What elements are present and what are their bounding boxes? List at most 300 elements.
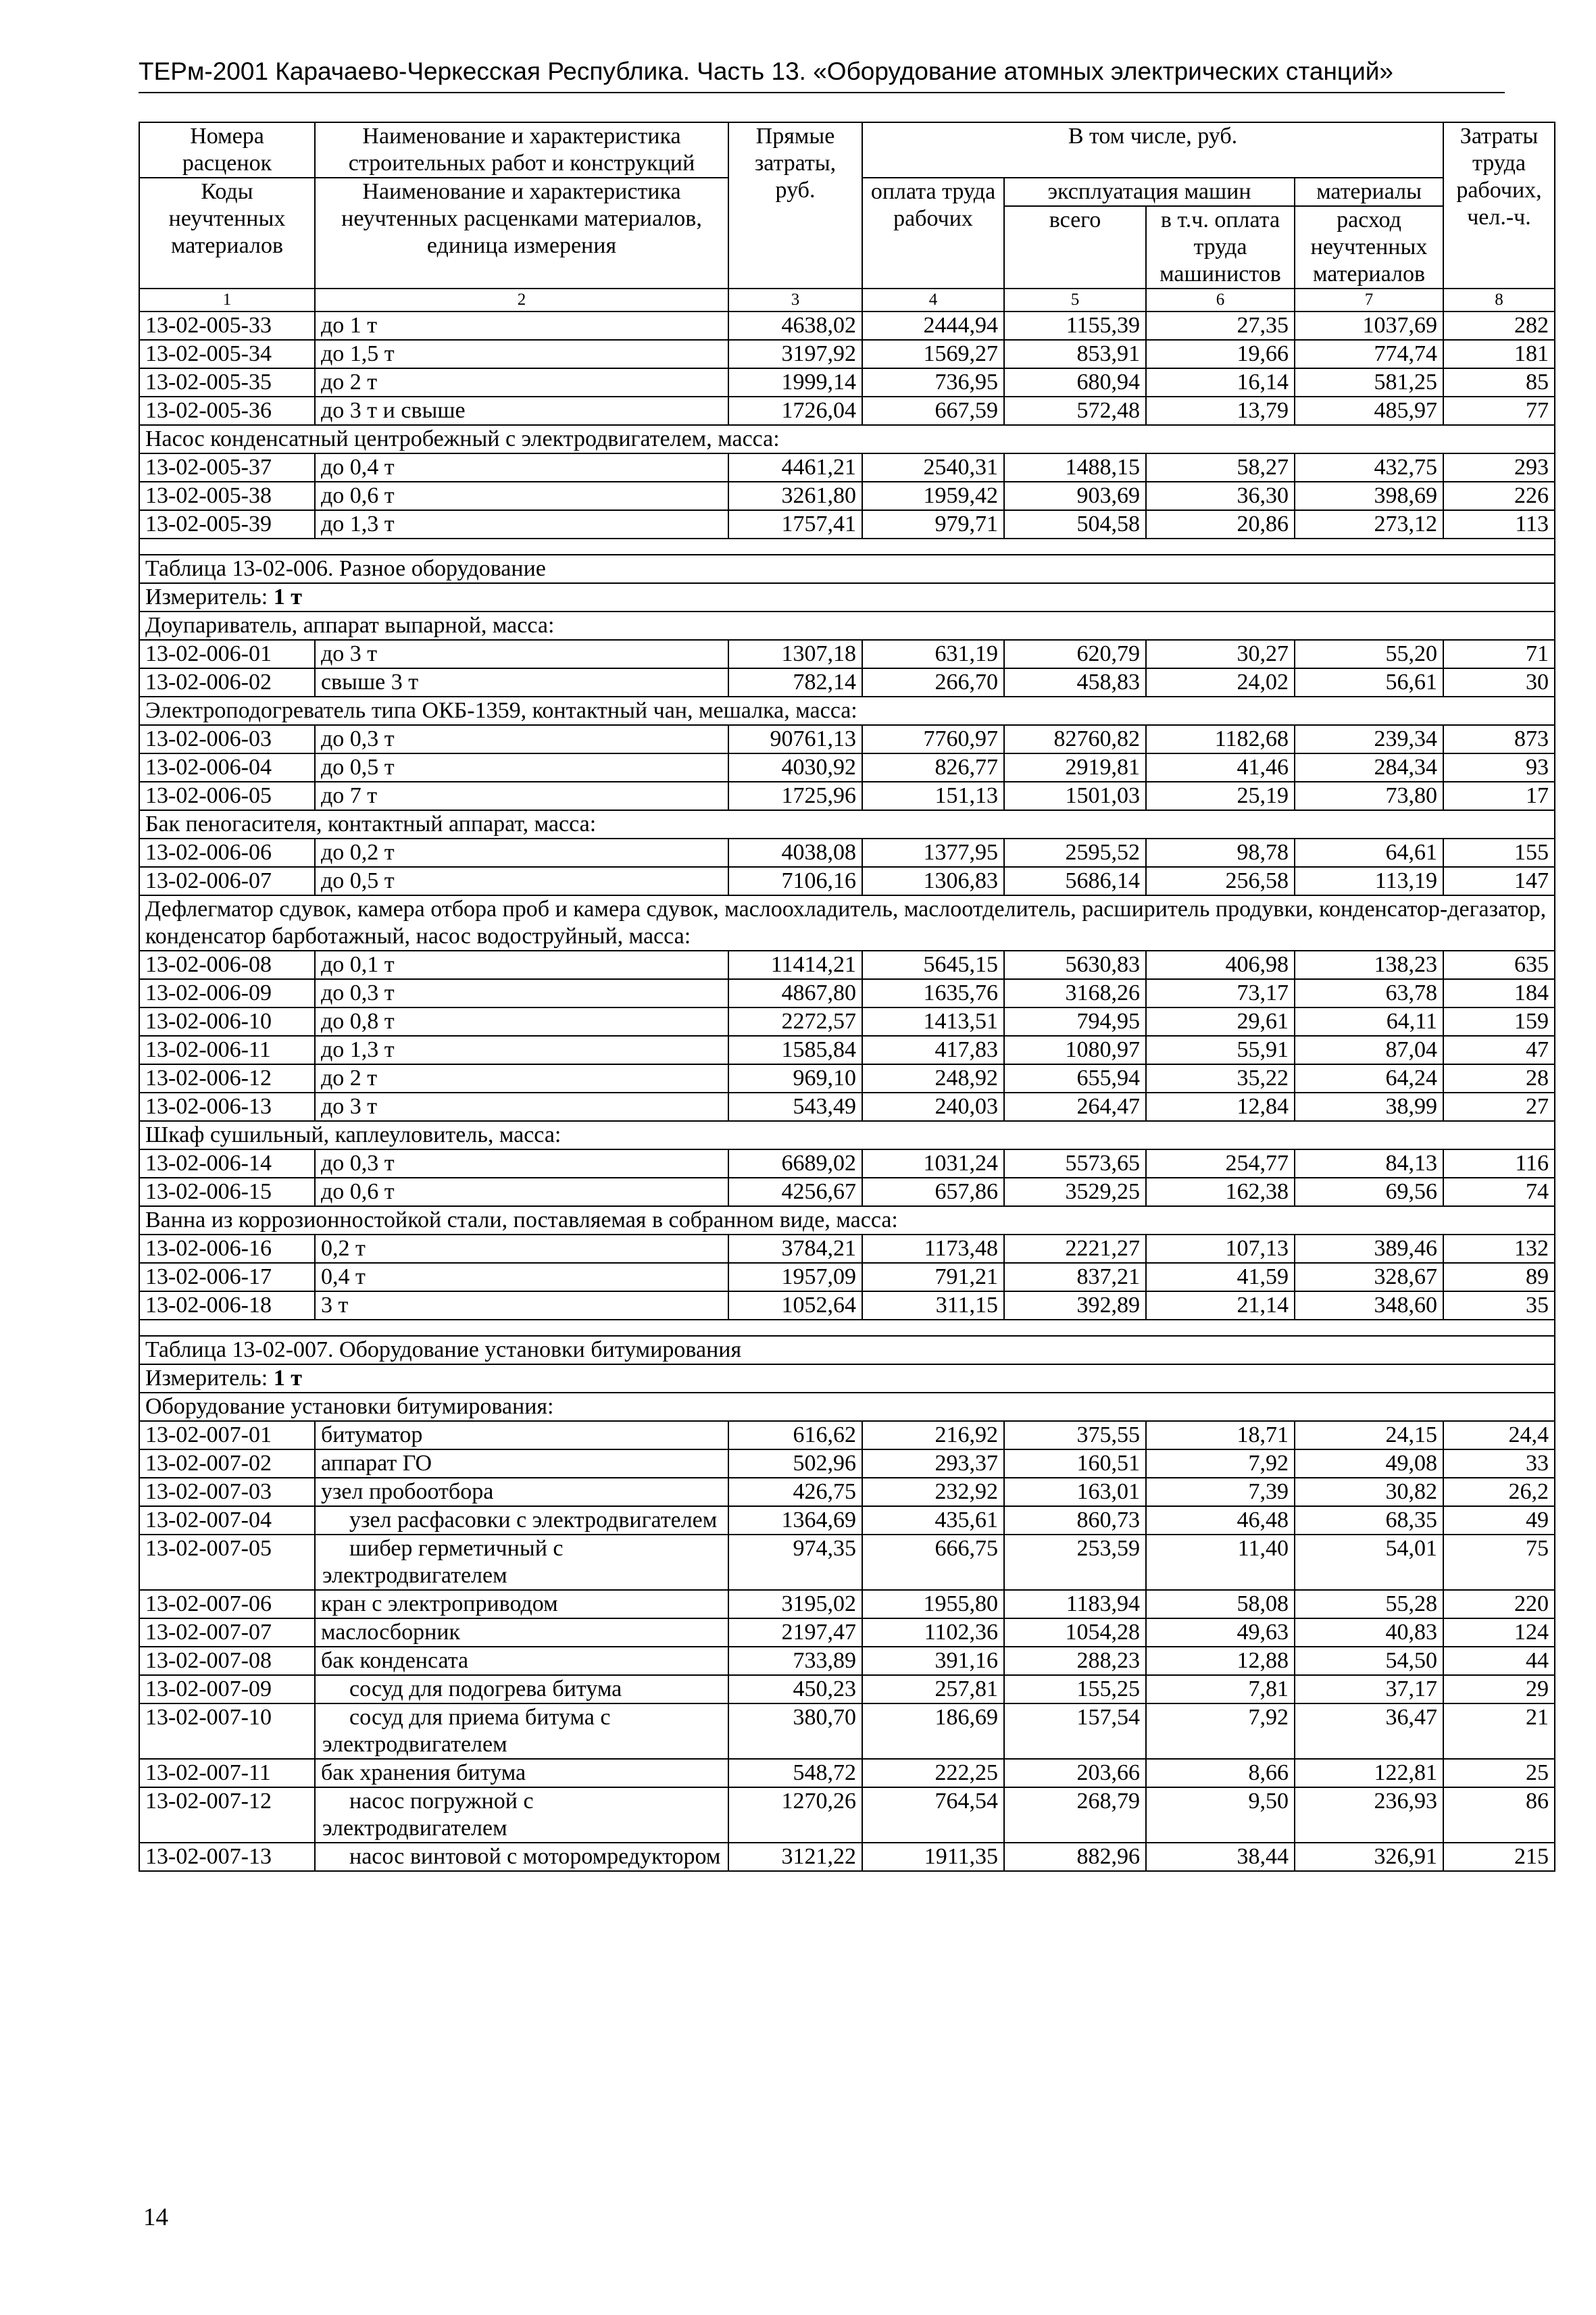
work-name: до 0,8 т <box>315 1007 728 1036</box>
materials-cost: 774,74 <box>1295 340 1443 368</box>
rate-code: 13-02-007-04 <box>139 1506 315 1535</box>
rate-code: 13-02-006-17 <box>139 1263 315 1291</box>
direct-cost: 426,75 <box>728 1478 862 1506</box>
materials-cost: 49,08 <box>1295 1449 1443 1478</box>
wages-cost: 257,81 <box>862 1675 1004 1703</box>
wages-cost: 5645,15 <box>862 951 1004 979</box>
direct-cost: 974,35 <box>728 1535 862 1590</box>
rate-code: 13-02-006-07 <box>139 867 315 895</box>
direct-cost: 1307,18 <box>728 640 862 668</box>
group-row <box>139 1206 1555 1235</box>
machines-total: 5686,14 <box>1004 867 1146 895</box>
work-name: до 0,3 т <box>315 725 728 753</box>
direct-cost: 2197,47 <box>728 1618 862 1647</box>
machines-total: 837,21 <box>1004 1263 1146 1291</box>
table-row <box>139 1675 1555 1703</box>
price-table <box>139 122 1555 1872</box>
labor-cost: 75 <box>1443 1535 1555 1590</box>
table-row <box>139 1590 1555 1618</box>
wages-cost: 1173,48 <box>862 1235 1004 1263</box>
table-row <box>139 453 1555 482</box>
materials-cost: 348,60 <box>1295 1291 1443 1320</box>
labor-cost: 85 <box>1443 368 1555 397</box>
col-machines: эксплуатация машин <box>1004 178 1295 206</box>
wages-cost: 791,21 <box>862 1263 1004 1291</box>
materials-cost: 239,34 <box>1295 725 1443 753</box>
machines-wages: 36,30 <box>1146 482 1295 510</box>
wages-cost: 1413,51 <box>862 1007 1004 1036</box>
direct-cost: 1726,04 <box>728 397 862 425</box>
direct-cost: 7106,16 <box>728 867 862 895</box>
direct-cost: 3261,80 <box>728 482 862 510</box>
col-machines-total: всего <box>1004 206 1146 289</box>
meter-label: Измеритель: <box>145 1366 268 1391</box>
direct-cost: 1725,96 <box>728 782 862 810</box>
table-row <box>139 510 1555 539</box>
labor-cost: 28 <box>1443 1064 1555 1093</box>
labor-cost: 93 <box>1443 753 1555 782</box>
work-name: до 0,3 т <box>315 1149 728 1178</box>
direct-cost: 4638,02 <box>728 312 862 340</box>
labor-cost: 77 <box>1443 397 1555 425</box>
col-index: 7 <box>1295 289 1443 312</box>
table-row <box>139 1007 1555 1036</box>
direct-cost: 90761,13 <box>728 725 862 753</box>
machines-total: 375,55 <box>1004 1421 1146 1449</box>
direct-cost: 1052,64 <box>728 1291 862 1320</box>
wages-cost: 151,13 <box>862 782 1004 810</box>
machines-wages: 1182,68 <box>1146 725 1295 753</box>
materials-cost: 284,34 <box>1295 753 1443 782</box>
machines-total: 655,94 <box>1004 1064 1146 1093</box>
col-index: 8 <box>1443 289 1555 312</box>
table-row <box>139 1178 1555 1206</box>
rate-code: 13-02-007-13 <box>139 1843 315 1871</box>
wages-cost: 240,03 <box>862 1093 1004 1121</box>
machines-wages: 7,92 <box>1146 1449 1295 1478</box>
rate-code: 13-02-006-11 <box>139 1036 315 1064</box>
materials-cost: 73,80 <box>1295 782 1443 810</box>
meter-row <box>139 583 1555 612</box>
labor-cost: 132 <box>1443 1235 1555 1263</box>
col-wages: оплата труда рабочих <box>862 178 1004 289</box>
work-name: до 0,6 т <box>315 1178 728 1206</box>
wages-cost: 667,59 <box>862 397 1004 425</box>
materials-cost: 69,56 <box>1295 1178 1443 1206</box>
materials-cost: 236,93 <box>1295 1787 1443 1843</box>
labor-cost: 184 <box>1443 979 1555 1007</box>
rate-code: 13-02-006-18 <box>139 1291 315 1320</box>
machines-total: 268,79 <box>1004 1787 1146 1843</box>
rate-code: 13-02-006-01 <box>139 640 315 668</box>
table-row <box>139 725 1555 753</box>
labor-cost: 215 <box>1443 1843 1555 1871</box>
rate-code: 13-02-006-15 <box>139 1178 315 1206</box>
labor-cost: 24,4 <box>1443 1421 1555 1449</box>
materials-cost: 138,23 <box>1295 951 1443 979</box>
col-index: 5 <box>1004 289 1146 312</box>
machines-total: 620,79 <box>1004 640 1146 668</box>
group-title: Шкаф сушильный, каплеуловитель, масса: <box>139 1121 1555 1149</box>
wages-cost: 391,16 <box>862 1647 1004 1675</box>
wages-cost: 2540,31 <box>862 453 1004 482</box>
direct-cost: 4256,67 <box>728 1178 862 1206</box>
table-row <box>139 340 1555 368</box>
machines-total: 203,66 <box>1004 1759 1146 1787</box>
wages-cost: 1955,80 <box>862 1590 1004 1618</box>
rate-code: 13-02-006-10 <box>139 1007 315 1036</box>
work-name: насос погружной с электродвигателем <box>315 1787 728 1843</box>
rate-code: 13-02-005-34 <box>139 340 315 368</box>
group-row <box>139 425 1555 453</box>
work-name: аппарат ГО <box>315 1449 728 1478</box>
table-row <box>139 482 1555 510</box>
machines-wages: 29,61 <box>1146 1007 1295 1036</box>
work-name: до 7 т <box>315 782 728 810</box>
labor-cost: 29 <box>1443 1675 1555 1703</box>
materials-cost: 113,19 <box>1295 867 1443 895</box>
table-row <box>139 1235 1555 1263</box>
work-name: бак хранения битума <box>315 1759 728 1787</box>
labor-cost: 181 <box>1443 340 1555 368</box>
materials-cost: 54,50 <box>1295 1647 1443 1675</box>
meter <box>139 583 1555 612</box>
meter-value: 1 т <box>273 584 302 609</box>
wages-cost: 435,61 <box>862 1506 1004 1535</box>
direct-cost: 3195,02 <box>728 1590 862 1618</box>
table-row <box>139 368 1555 397</box>
work-name: до 0,2 т <box>315 839 728 867</box>
machines-wages: 35,22 <box>1146 1064 1295 1093</box>
labor-cost: 147 <box>1443 867 1555 895</box>
machines-wages: 19,66 <box>1146 340 1295 368</box>
machines-total: 157,54 <box>1004 1703 1146 1759</box>
machines-wages: 21,14 <box>1146 1291 1295 1320</box>
group-row <box>139 1393 1555 1421</box>
wages-cost: 216,92 <box>862 1421 1004 1449</box>
page-header: ТЕРм-2001 Карачаево-Черкесская Республика. Часть 13. «Оборудование атомных электрических станций» <box>139 55 1505 93</box>
column-index-row <box>139 289 1555 312</box>
group-title: Ванна из коррозионностойкой стали, поставляемая в собранном виде, масса: <box>139 1206 1555 1235</box>
machines-total: 853,91 <box>1004 340 1146 368</box>
direct-cost: 782,14 <box>728 668 862 697</box>
wages-cost: 1377,95 <box>862 839 1004 867</box>
work-name: кран с электроприводом <box>315 1590 728 1618</box>
machines-total: 3168,26 <box>1004 979 1146 1007</box>
labor-cost: 30 <box>1443 668 1555 697</box>
meter <box>139 1364 1555 1393</box>
labor-cost: 44 <box>1443 1647 1555 1675</box>
table-row <box>139 1535 1555 1590</box>
materials-cost: 63,78 <box>1295 979 1443 1007</box>
direct-cost: 4030,92 <box>728 753 862 782</box>
rate-code: 13-02-007-05 <box>139 1535 315 1590</box>
wages-cost: 736,95 <box>862 368 1004 397</box>
meter-value: 1 т <box>273 1366 302 1391</box>
rate-code: 13-02-007-10 <box>139 1703 315 1759</box>
machines-total: 572,48 <box>1004 397 1146 425</box>
rate-code: 13-02-006-12 <box>139 1064 315 1093</box>
rate-code: 13-02-005-35 <box>139 368 315 397</box>
subtable-title: Таблица 13-02-007. Оборудование установки битумирования <box>139 1336 1555 1364</box>
labor-cost: 33 <box>1443 1449 1555 1478</box>
table-row <box>139 839 1555 867</box>
spacer-cell <box>139 1320 1555 1336</box>
direct-cost: 969,10 <box>728 1064 862 1093</box>
machines-wages: 58,27 <box>1146 453 1295 482</box>
machines-wages: 162,38 <box>1146 1178 1295 1206</box>
direct-cost: 1585,84 <box>728 1036 862 1064</box>
wages-cost: 2444,94 <box>862 312 1004 340</box>
work-name: 0,4 т <box>315 1263 728 1291</box>
group-row <box>139 810 1555 839</box>
col-index: 1 <box>139 289 315 312</box>
machines-wages: 49,63 <box>1146 1618 1295 1647</box>
direct-cost: 6689,02 <box>728 1149 862 1178</box>
machines-total: 2595,52 <box>1004 839 1146 867</box>
col-machines-wages: в т.ч. оплата труда машинистов <box>1146 206 1295 289</box>
work-name: маслосборник <box>315 1618 728 1647</box>
table-row <box>139 1647 1555 1675</box>
table-row <box>139 1618 1555 1647</box>
labor-cost: 25 <box>1443 1759 1555 1787</box>
work-name: 0,2 т <box>315 1235 728 1263</box>
machines-wages: 12,88 <box>1146 1647 1295 1675</box>
rate-code: 13-02-006-06 <box>139 839 315 867</box>
machines-total: 160,51 <box>1004 1449 1146 1478</box>
table-row <box>139 1093 1555 1121</box>
col-code-bottom: Коды неучтенных материалов <box>139 178 315 289</box>
work-name: шибер герметичный с электродвигателем <box>315 1535 728 1590</box>
wages-cost: 1306,83 <box>862 867 1004 895</box>
wages-cost: 293,37 <box>862 1449 1004 1478</box>
direct-cost: 450,23 <box>728 1675 862 1703</box>
work-name: до 3 т и свыше <box>315 397 728 425</box>
wages-cost: 979,71 <box>862 510 1004 539</box>
rate-code: 13-02-005-39 <box>139 510 315 539</box>
meter-label: Измеритель: <box>145 584 268 609</box>
rate-code: 13-02-006-14 <box>139 1149 315 1178</box>
table-row <box>139 1149 1555 1178</box>
machines-wages: 24,02 <box>1146 668 1295 697</box>
machines-wages: 73,17 <box>1146 979 1295 1007</box>
table-row <box>139 1759 1555 1787</box>
materials-cost: 398,69 <box>1295 482 1443 510</box>
wages-cost: 7760,97 <box>862 725 1004 753</box>
work-name: до 1,3 т <box>315 1036 728 1064</box>
table-row <box>139 1843 1555 1871</box>
work-name: до 0,3 т <box>315 979 728 1007</box>
labor-cost: 89 <box>1443 1263 1555 1291</box>
table-row <box>139 1478 1555 1506</box>
materials-cost: 64,24 <box>1295 1064 1443 1093</box>
group-title: Электроподогреватель типа ОКБ-1359, контактный чан, мешалка, масса: <box>139 697 1555 725</box>
direct-cost: 4867,80 <box>728 979 862 1007</box>
machines-total: 1488,15 <box>1004 453 1146 482</box>
machines-wages: 55,91 <box>1146 1036 1295 1064</box>
direct-cost: 11414,21 <box>728 951 862 979</box>
materials-cost: 30,82 <box>1295 1478 1443 1506</box>
col-name-bottom: Наименование и характеристика неучтенных расценками материалов, единица измерения <box>315 178 728 289</box>
machines-total: 1054,28 <box>1004 1618 1146 1647</box>
machines-wages: 38,44 <box>1146 1843 1295 1871</box>
machines-wages: 46,48 <box>1146 1506 1295 1535</box>
rate-code: 13-02-006-08 <box>139 951 315 979</box>
table-row <box>139 951 1555 979</box>
direct-cost: 3121,22 <box>728 1843 862 1871</box>
table-row <box>139 1449 1555 1478</box>
wages-cost: 248,92 <box>862 1064 1004 1093</box>
table-row <box>139 1506 1555 1535</box>
table-row <box>139 1703 1555 1759</box>
group-title: Доупариватель, аппарат выпарной, масса: <box>139 612 1555 640</box>
machines-wages: 25,19 <box>1146 782 1295 810</box>
work-name: до 1 т <box>315 312 728 340</box>
wages-cost: 826,77 <box>862 753 1004 782</box>
col-materials-sub: расход неучтенных материалов <box>1295 206 1443 289</box>
direct-cost: 2272,57 <box>728 1007 862 1036</box>
machines-total: 288,23 <box>1004 1647 1146 1675</box>
labor-cost: 17 <box>1443 782 1555 810</box>
labor-cost: 113 <box>1443 510 1555 539</box>
direct-cost: 3784,21 <box>728 1235 862 1263</box>
machines-total: 163,01 <box>1004 1478 1146 1506</box>
direct-cost: 4038,08 <box>728 839 862 867</box>
labor-cost: 159 <box>1443 1007 1555 1036</box>
col-index: 2 <box>315 289 728 312</box>
rate-code: 13-02-007-08 <box>139 1647 315 1675</box>
machines-total: 882,96 <box>1004 1843 1146 1871</box>
work-name: до 0,5 т <box>315 753 728 782</box>
table-row <box>139 1263 1555 1291</box>
machines-total: 2919,81 <box>1004 753 1146 782</box>
direct-cost: 616,62 <box>728 1421 862 1449</box>
direct-cost: 548,72 <box>728 1759 862 1787</box>
table-row <box>139 312 1555 340</box>
document-body <box>139 122 1554 1872</box>
table-header <box>139 122 1555 312</box>
rate-code: 13-02-006-03 <box>139 725 315 753</box>
wages-cost: 266,70 <box>862 668 1004 697</box>
wages-cost: 657,86 <box>862 1178 1004 1206</box>
wages-cost: 1959,42 <box>862 482 1004 510</box>
table-row <box>139 640 1555 668</box>
work-name: 3 т <box>315 1291 728 1320</box>
table-row <box>139 668 1555 697</box>
table-row <box>139 1421 1555 1449</box>
machines-wages: 30,27 <box>1146 640 1295 668</box>
work-name: сосуд для подогрева битума <box>315 1675 728 1703</box>
rate-code: 13-02-007-12 <box>139 1787 315 1843</box>
machines-total: 458,83 <box>1004 668 1146 697</box>
machines-wages: 16,14 <box>1146 368 1295 397</box>
labor-cost: 49 <box>1443 1506 1555 1535</box>
labor-cost: 47 <box>1443 1036 1555 1064</box>
machines-wages: 7,81 <box>1146 1675 1295 1703</box>
machines-total: 794,95 <box>1004 1007 1146 1036</box>
rate-code: 13-02-007-11 <box>139 1759 315 1787</box>
machines-total: 155,25 <box>1004 1675 1146 1703</box>
rate-code: 13-02-007-03 <box>139 1478 315 1506</box>
table-row <box>139 782 1555 810</box>
table-row <box>139 979 1555 1007</box>
direct-cost: 543,49 <box>728 1093 862 1121</box>
rate-code: 13-02-005-36 <box>139 397 315 425</box>
direct-cost: 733,89 <box>728 1647 862 1675</box>
spacer-cell <box>139 539 1555 555</box>
work-name: узел расфасовки с электродвигателем <box>315 1506 728 1535</box>
rate-code: 13-02-006-02 <box>139 668 315 697</box>
labor-cost: 293 <box>1443 453 1555 482</box>
labor-cost: 26,2 <box>1443 1478 1555 1506</box>
wages-cost: 1635,76 <box>862 979 1004 1007</box>
materials-cost: 87,04 <box>1295 1036 1443 1064</box>
direct-cost: 1364,69 <box>728 1506 862 1535</box>
machines-wages: 27,35 <box>1146 312 1295 340</box>
group-row <box>139 697 1555 725</box>
machines-wages: 12,84 <box>1146 1093 1295 1121</box>
direct-cost: 1999,14 <box>728 368 862 397</box>
labor-cost: 282 <box>1443 312 1555 340</box>
direct-cost: 1957,09 <box>728 1263 862 1291</box>
materials-cost: 326,91 <box>1295 1843 1443 1871</box>
subtable-title: Таблица 13-02-006. Разное оборудование <box>139 555 1555 583</box>
work-name: битуматор <box>315 1421 728 1449</box>
labor-cost: 124 <box>1443 1618 1555 1647</box>
work-name: до 2 т <box>315 1064 728 1093</box>
labor-cost: 71 <box>1443 640 1555 668</box>
machines-total: 903,69 <box>1004 482 1146 510</box>
labor-cost: 86 <box>1443 1787 1555 1843</box>
labor-cost: 35 <box>1443 1291 1555 1320</box>
rate-code: 13-02-006-05 <box>139 782 315 810</box>
machines-wages: 98,78 <box>1146 839 1295 867</box>
materials-cost: 1037,69 <box>1295 312 1443 340</box>
work-name: до 1,5 т <box>315 340 728 368</box>
machines-wages: 13,79 <box>1146 397 1295 425</box>
wages-cost: 186,69 <box>862 1703 1004 1759</box>
labor-cost: 635 <box>1443 951 1555 979</box>
col-incl: В том числе, руб. <box>862 122 1443 178</box>
machines-total: 392,89 <box>1004 1291 1146 1320</box>
work-name: до 0,1 т <box>315 951 728 979</box>
rate-code: 13-02-007-02 <box>139 1449 315 1478</box>
work-name: свыше 3 т <box>315 668 728 697</box>
labor-cost: 21 <box>1443 1703 1555 1759</box>
machines-total: 253,59 <box>1004 1535 1146 1590</box>
machines-wages: 18,71 <box>1146 1421 1295 1449</box>
materials-cost: 40,83 <box>1295 1618 1443 1647</box>
rate-code: 13-02-005-37 <box>139 453 315 482</box>
rate-code: 13-02-006-09 <box>139 979 315 1007</box>
rate-code: 13-02-006-13 <box>139 1093 315 1121</box>
materials-cost: 64,61 <box>1295 839 1443 867</box>
group-title: Насос конденсатный центробежный с электродвигателем, масса: <box>139 425 1555 453</box>
materials-cost: 55,20 <box>1295 640 1443 668</box>
work-name: бак конденсата <box>315 1647 728 1675</box>
direct-cost: 1757,41 <box>728 510 862 539</box>
table-row <box>139 1291 1555 1320</box>
table-row <box>139 1787 1555 1843</box>
col-index: 3 <box>728 289 862 312</box>
labor-cost: 220 <box>1443 1590 1555 1618</box>
materials-cost: 54,01 <box>1295 1535 1443 1590</box>
wages-cost: 666,75 <box>862 1535 1004 1590</box>
machines-total: 82760,82 <box>1004 725 1146 753</box>
page-number: 14 <box>143 2204 168 2231</box>
work-name: до 3 т <box>315 640 728 668</box>
group-row <box>139 612 1555 640</box>
